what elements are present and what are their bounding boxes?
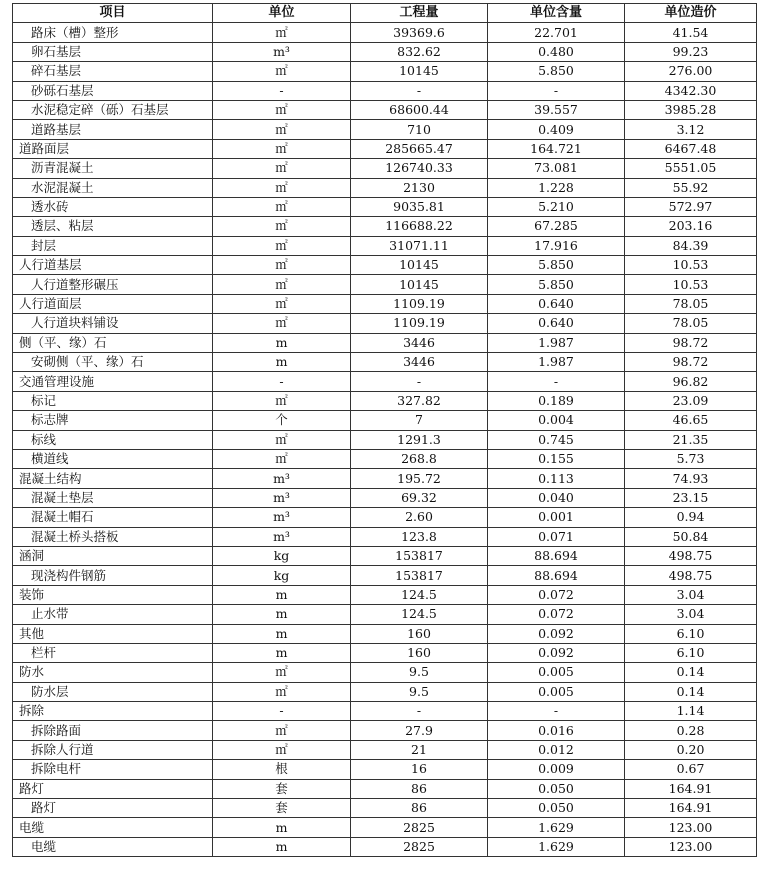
unit-cell: - <box>213 702 351 721</box>
unit-cell: ㎡ <box>213 100 351 119</box>
quantity-cell: 31071.11 <box>351 236 488 255</box>
unit-cell: ㎡ <box>213 139 351 158</box>
unit-cell: ㎡ <box>213 449 351 468</box>
unit-cost-cell: 84.39 <box>625 236 757 255</box>
unit-cell: ㎡ <box>213 178 351 197</box>
unit-cost-cell: 0.67 <box>625 760 757 779</box>
table-row <box>13 760 757 779</box>
unit-cell: m³ <box>213 527 351 546</box>
item-name-cell: 交通管理设施 <box>13 372 213 391</box>
cost-table <box>12 3 757 857</box>
unit-cell: 套 <box>213 779 351 798</box>
quantity-cell: 86 <box>351 799 488 818</box>
item-name-cell: 透层、粘层 <box>13 217 213 236</box>
unit-content-cell: 0.092 <box>488 624 625 643</box>
unit-cell: ㎡ <box>213 217 351 236</box>
item-name-cell: 人行道块料铺设 <box>13 314 213 333</box>
table-row <box>13 159 757 178</box>
table-row <box>13 23 757 42</box>
quantity-cell: 124.5 <box>351 585 488 604</box>
quantity-cell: 68600.44 <box>351 100 488 119</box>
quantity-cell: 86 <box>351 779 488 798</box>
table-row <box>13 372 757 391</box>
unit-content-cell: 0.016 <box>488 721 625 740</box>
unit-cell: ㎡ <box>213 275 351 294</box>
table-row <box>13 256 757 275</box>
item-name-cell: 电缆 <box>13 818 213 837</box>
unit-cost-cell: 0.20 <box>625 740 757 759</box>
quantity-cell: 9035.81 <box>351 197 488 216</box>
unit-cost-cell: 123.00 <box>625 837 757 856</box>
unit-cell: m³ <box>213 508 351 527</box>
unit-cost-cell: 3985.28 <box>625 100 757 119</box>
unit-cell: m <box>213 837 351 856</box>
quantity-cell: 9.5 <box>351 682 488 701</box>
unit-cost-cell: 10.53 <box>625 275 757 294</box>
unit-cost-cell: 3.12 <box>625 120 757 139</box>
unit-content-cell: 1.228 <box>488 178 625 197</box>
item-name-cell: 装饰 <box>13 585 213 604</box>
unit-cost-cell: 0.14 <box>625 663 757 682</box>
quantity-cell: 10145 <box>351 62 488 81</box>
table-row <box>13 488 757 507</box>
unit-cost-cell: 6467.48 <box>625 139 757 158</box>
item-name-cell: 人行道基层 <box>13 256 213 275</box>
unit-cell: m <box>213 585 351 604</box>
table-row <box>13 353 757 372</box>
unit-cell: m <box>213 605 351 624</box>
table-row <box>13 663 757 682</box>
item-name-cell: 水泥混凝土 <box>13 178 213 197</box>
table-row <box>13 469 757 488</box>
quantity-cell: 16 <box>351 760 488 779</box>
unit-content-cell: 0.640 <box>488 314 625 333</box>
table-row <box>13 430 757 449</box>
unit-content-cell: 0.155 <box>488 449 625 468</box>
unit-cost-cell: 98.72 <box>625 353 757 372</box>
unit-content-cell: 0.001 <box>488 508 625 527</box>
unit-content-cell: 22.701 <box>488 23 625 42</box>
quantity-cell: 126740.33 <box>351 159 488 178</box>
item-name-cell: 横道线 <box>13 449 213 468</box>
quantity-cell: - <box>351 372 488 391</box>
table-row <box>13 197 757 216</box>
unit-cell: m³ <box>213 469 351 488</box>
unit-cell: - <box>213 372 351 391</box>
unit-cost-cell: 21.35 <box>625 430 757 449</box>
unit-cost-cell: 78.05 <box>625 314 757 333</box>
unit-content-cell: 0.071 <box>488 527 625 546</box>
item-name-cell: 混凝土结构 <box>13 469 213 488</box>
unit-cost-cell: 276.00 <box>625 62 757 81</box>
unit-content-cell: 0.745 <box>488 430 625 449</box>
unit-content-cell: 0.092 <box>488 643 625 662</box>
unit-cell: ㎡ <box>213 256 351 275</box>
unit-cost-cell: 55.92 <box>625 178 757 197</box>
table-row <box>13 624 757 643</box>
unit-cost-cell: 10.53 <box>625 256 757 275</box>
quantity-cell: 69.32 <box>351 488 488 507</box>
quantity-cell: 3446 <box>351 333 488 352</box>
table-row <box>13 100 757 119</box>
item-name-cell: 安砌侧（平、缘）石 <box>13 353 213 372</box>
unit-cost-cell: 23.09 <box>625 391 757 410</box>
unit-content-cell: 5.850 <box>488 275 625 294</box>
table-row <box>13 81 757 100</box>
unit-cell: ㎡ <box>213 197 351 216</box>
unit-cost-cell: 0.94 <box>625 508 757 527</box>
quantity-cell: 153817 <box>351 546 488 565</box>
table-row <box>13 682 757 701</box>
unit-cost-cell: 3.04 <box>625 605 757 624</box>
unit-cost-cell: 50.84 <box>625 527 757 546</box>
item-name-cell: 标志牌 <box>13 411 213 430</box>
unit-cell: 个 <box>213 411 351 430</box>
unit-cell: 根 <box>213 760 351 779</box>
unit-cost-cell: 572.97 <box>625 197 757 216</box>
unit-content-cell: 0.004 <box>488 411 625 430</box>
quantity-cell: 195.72 <box>351 469 488 488</box>
quantity-cell: 21 <box>351 740 488 759</box>
unit-cell: ㎡ <box>213 314 351 333</box>
item-name-cell: 混凝土桥头搭板 <box>13 527 213 546</box>
quantity-cell: 285665.47 <box>351 139 488 158</box>
unit-content-cell: 0.072 <box>488 605 625 624</box>
table-row <box>13 721 757 740</box>
item-name-cell: 人行道面层 <box>13 294 213 313</box>
unit-content-cell: 0.005 <box>488 663 625 682</box>
item-name-cell: 水泥稳定碎（砾）石基层 <box>13 100 213 119</box>
unit-cell: m <box>213 818 351 837</box>
item-name-cell: 道路面层 <box>13 139 213 158</box>
unit-cost-cell: 164.91 <box>625 779 757 798</box>
quantity-cell: 7 <box>351 411 488 430</box>
unit-cost-cell: 498.75 <box>625 566 757 585</box>
quantity-cell: 10145 <box>351 256 488 275</box>
item-name-cell: 其他 <box>13 624 213 643</box>
unit-cost-cell: 203.16 <box>625 217 757 236</box>
unit-cell: ㎡ <box>213 391 351 410</box>
table-row <box>13 217 757 236</box>
unit-cost-cell: 6.10 <box>625 624 757 643</box>
unit-cost-cell: 1.14 <box>625 702 757 721</box>
table-row <box>13 411 757 430</box>
item-name-cell: 人行道整形碾压 <box>13 275 213 294</box>
unit-cost-cell: 46.65 <box>625 411 757 430</box>
unit-cost-cell: 6.10 <box>625 643 757 662</box>
unit-content-cell: 1.629 <box>488 818 625 837</box>
unit-content-cell: 0.480 <box>488 42 625 61</box>
unit-content-cell: 17.916 <box>488 236 625 255</box>
table-row <box>13 702 757 721</box>
unit-content-cell: 39.557 <box>488 100 625 119</box>
table-row <box>13 62 757 81</box>
unit-cost-cell: 98.72 <box>625 333 757 352</box>
table-row <box>13 314 757 333</box>
unit-cost-cell: 123.00 <box>625 818 757 837</box>
unit-cost-cell: 0.28 <box>625 721 757 740</box>
unit-cell: ㎡ <box>213 294 351 313</box>
quantity-cell: 1109.19 <box>351 314 488 333</box>
item-name-cell: 卵石基层 <box>13 42 213 61</box>
unit-content-cell: 1.629 <box>488 837 625 856</box>
unit-content-cell: 0.050 <box>488 779 625 798</box>
header-unit-cost: 单位造价 <box>625 4 757 23</box>
item-name-cell: 侧（平、缘）石 <box>13 333 213 352</box>
unit-content-cell: 0.072 <box>488 585 625 604</box>
table-row <box>13 799 757 818</box>
item-name-cell: 透水砖 <box>13 197 213 216</box>
quantity-cell: - <box>351 81 488 100</box>
item-name-cell: 现浇构件钢筋 <box>13 566 213 585</box>
item-name-cell: 拆除 <box>13 702 213 721</box>
item-name-cell: 混凝土帽石 <box>13 508 213 527</box>
table-row <box>13 275 757 294</box>
quantity-cell: 832.62 <box>351 42 488 61</box>
quantity-cell: 2825 <box>351 818 488 837</box>
table-row <box>13 449 757 468</box>
unit-content-cell: 0.050 <box>488 799 625 818</box>
item-name-cell: 拆除电杆 <box>13 760 213 779</box>
quantity-cell: 160 <box>351 624 488 643</box>
item-name-cell: 涵洞 <box>13 546 213 565</box>
item-name-cell: 拆除人行道 <box>13 740 213 759</box>
quantity-cell: 1109.19 <box>351 294 488 313</box>
unit-cost-cell: 74.93 <box>625 469 757 488</box>
unit-content-cell: 1.987 <box>488 353 625 372</box>
quantity-cell: 327.82 <box>351 391 488 410</box>
header-unit: 单位 <box>213 4 351 23</box>
unit-content-cell: 73.081 <box>488 159 625 178</box>
unit-cell: m³ <box>213 488 351 507</box>
table-row <box>13 42 757 61</box>
table-row <box>13 740 757 759</box>
unit-cost-cell: 5.73 <box>625 449 757 468</box>
unit-cell: m <box>213 333 351 352</box>
table-row <box>13 566 757 585</box>
item-name-cell: 拆除路面 <box>13 721 213 740</box>
table-row <box>13 294 757 313</box>
unit-cost-cell: 78.05 <box>625 294 757 313</box>
unit-content-cell: - <box>488 372 625 391</box>
item-name-cell: 沥青混凝土 <box>13 159 213 178</box>
header-quantity: 工程量 <box>351 4 488 23</box>
table-row <box>13 605 757 624</box>
quantity-cell: 710 <box>351 120 488 139</box>
unit-content-cell: 5.850 <box>488 62 625 81</box>
unit-content-cell: 0.005 <box>488 682 625 701</box>
table-row <box>13 333 757 352</box>
unit-content-cell: 0.113 <box>488 469 625 488</box>
table-row <box>13 236 757 255</box>
quantity-cell: 2825 <box>351 837 488 856</box>
unit-content-cell: 0.409 <box>488 120 625 139</box>
table-row <box>13 391 757 410</box>
item-name-cell: 防水层 <box>13 682 213 701</box>
table-row <box>13 178 757 197</box>
quantity-cell: 9.5 <box>351 663 488 682</box>
item-name-cell: 砂砾石基层 <box>13 81 213 100</box>
unit-content-cell: 164.721 <box>488 139 625 158</box>
unit-content-cell: 5.850 <box>488 256 625 275</box>
unit-cell: ㎡ <box>213 430 351 449</box>
header-unit-content: 单位含量 <box>488 4 625 23</box>
cost-table-sheet <box>12 3 756 857</box>
unit-cost-cell: 3.04 <box>625 585 757 604</box>
unit-content-cell: 67.285 <box>488 217 625 236</box>
item-name-cell: 碎石基层 <box>13 62 213 81</box>
unit-content-cell: 5.210 <box>488 197 625 216</box>
unit-cell: ㎡ <box>213 23 351 42</box>
unit-cell: - <box>213 81 351 100</box>
item-name-cell: 路床（槽）整形 <box>13 23 213 42</box>
table-row <box>13 546 757 565</box>
unit-cost-cell: 23.15 <box>625 488 757 507</box>
unit-cost-cell: 498.75 <box>625 546 757 565</box>
unit-cell: ㎡ <box>213 120 351 139</box>
unit-content-cell: 0.640 <box>488 294 625 313</box>
unit-cell: m³ <box>213 42 351 61</box>
unit-cell: m <box>213 643 351 662</box>
item-name-cell: 止水带 <box>13 605 213 624</box>
quantity-cell: 153817 <box>351 566 488 585</box>
unit-cell: 套 <box>213 799 351 818</box>
quantity-cell: 39369.6 <box>351 23 488 42</box>
table-row <box>13 120 757 139</box>
unit-cell: ㎡ <box>213 236 351 255</box>
quantity-cell: 2.60 <box>351 508 488 527</box>
unit-cell: ㎡ <box>213 682 351 701</box>
table-row <box>13 818 757 837</box>
item-name-cell: 栏杆 <box>13 643 213 662</box>
item-name-cell: 防水 <box>13 663 213 682</box>
unit-content-cell: 88.694 <box>488 546 625 565</box>
unit-cell: ㎡ <box>213 721 351 740</box>
item-name-cell: 电缆 <box>13 837 213 856</box>
unit-cell: m <box>213 353 351 372</box>
table-row <box>13 643 757 662</box>
quantity-cell: - <box>351 702 488 721</box>
unit-cell: kg <box>213 566 351 585</box>
unit-cell: ㎡ <box>213 663 351 682</box>
quantity-cell: 1291.3 <box>351 430 488 449</box>
table-row <box>13 508 757 527</box>
table-row <box>13 779 757 798</box>
quantity-cell: 3446 <box>351 353 488 372</box>
unit-cell: ㎡ <box>213 62 351 81</box>
unit-cost-cell: 99.23 <box>625 42 757 61</box>
item-name-cell: 路灯 <box>13 779 213 798</box>
quantity-cell: 10145 <box>351 275 488 294</box>
unit-cell: kg <box>213 546 351 565</box>
quantity-cell: 2130 <box>351 178 488 197</box>
unit-content-cell: 0.189 <box>488 391 625 410</box>
unit-content-cell: 88.694 <box>488 566 625 585</box>
unit-content-cell: 0.040 <box>488 488 625 507</box>
quantity-cell: 160 <box>351 643 488 662</box>
table-row <box>13 139 757 158</box>
unit-cell: m <box>213 624 351 643</box>
unit-cost-cell: 164.91 <box>625 799 757 818</box>
unit-cell: ㎡ <box>213 159 351 178</box>
item-name-cell: 道路基层 <box>13 120 213 139</box>
quantity-cell: 123.8 <box>351 527 488 546</box>
unit-content-cell: - <box>488 702 625 721</box>
unit-cost-cell: 5551.05 <box>625 159 757 178</box>
table-row <box>13 527 757 546</box>
quantity-cell: 27.9 <box>351 721 488 740</box>
quantity-cell: 268.8 <box>351 449 488 468</box>
item-name-cell: 路灯 <box>13 799 213 818</box>
unit-cost-cell: 96.82 <box>625 372 757 391</box>
unit-content-cell: - <box>488 81 625 100</box>
unit-content-cell: 1.987 <box>488 333 625 352</box>
unit-cost-cell: 41.54 <box>625 23 757 42</box>
unit-cost-cell: 4342.30 <box>625 81 757 100</box>
unit-cell: ㎡ <box>213 740 351 759</box>
table-row <box>13 585 757 604</box>
unit-cost-cell: 0.14 <box>625 682 757 701</box>
item-name-cell: 混凝土垫层 <box>13 488 213 507</box>
item-name-cell: 标记 <box>13 391 213 410</box>
table-row <box>13 837 757 856</box>
header-row <box>13 4 757 23</box>
quantity-cell: 124.5 <box>351 605 488 624</box>
unit-content-cell: 0.012 <box>488 740 625 759</box>
quantity-cell: 116688.22 <box>351 217 488 236</box>
unit-content-cell: 0.009 <box>488 760 625 779</box>
item-name-cell: 封层 <box>13 236 213 255</box>
header-item: 项目 <box>13 4 213 23</box>
item-name-cell: 标线 <box>13 430 213 449</box>
